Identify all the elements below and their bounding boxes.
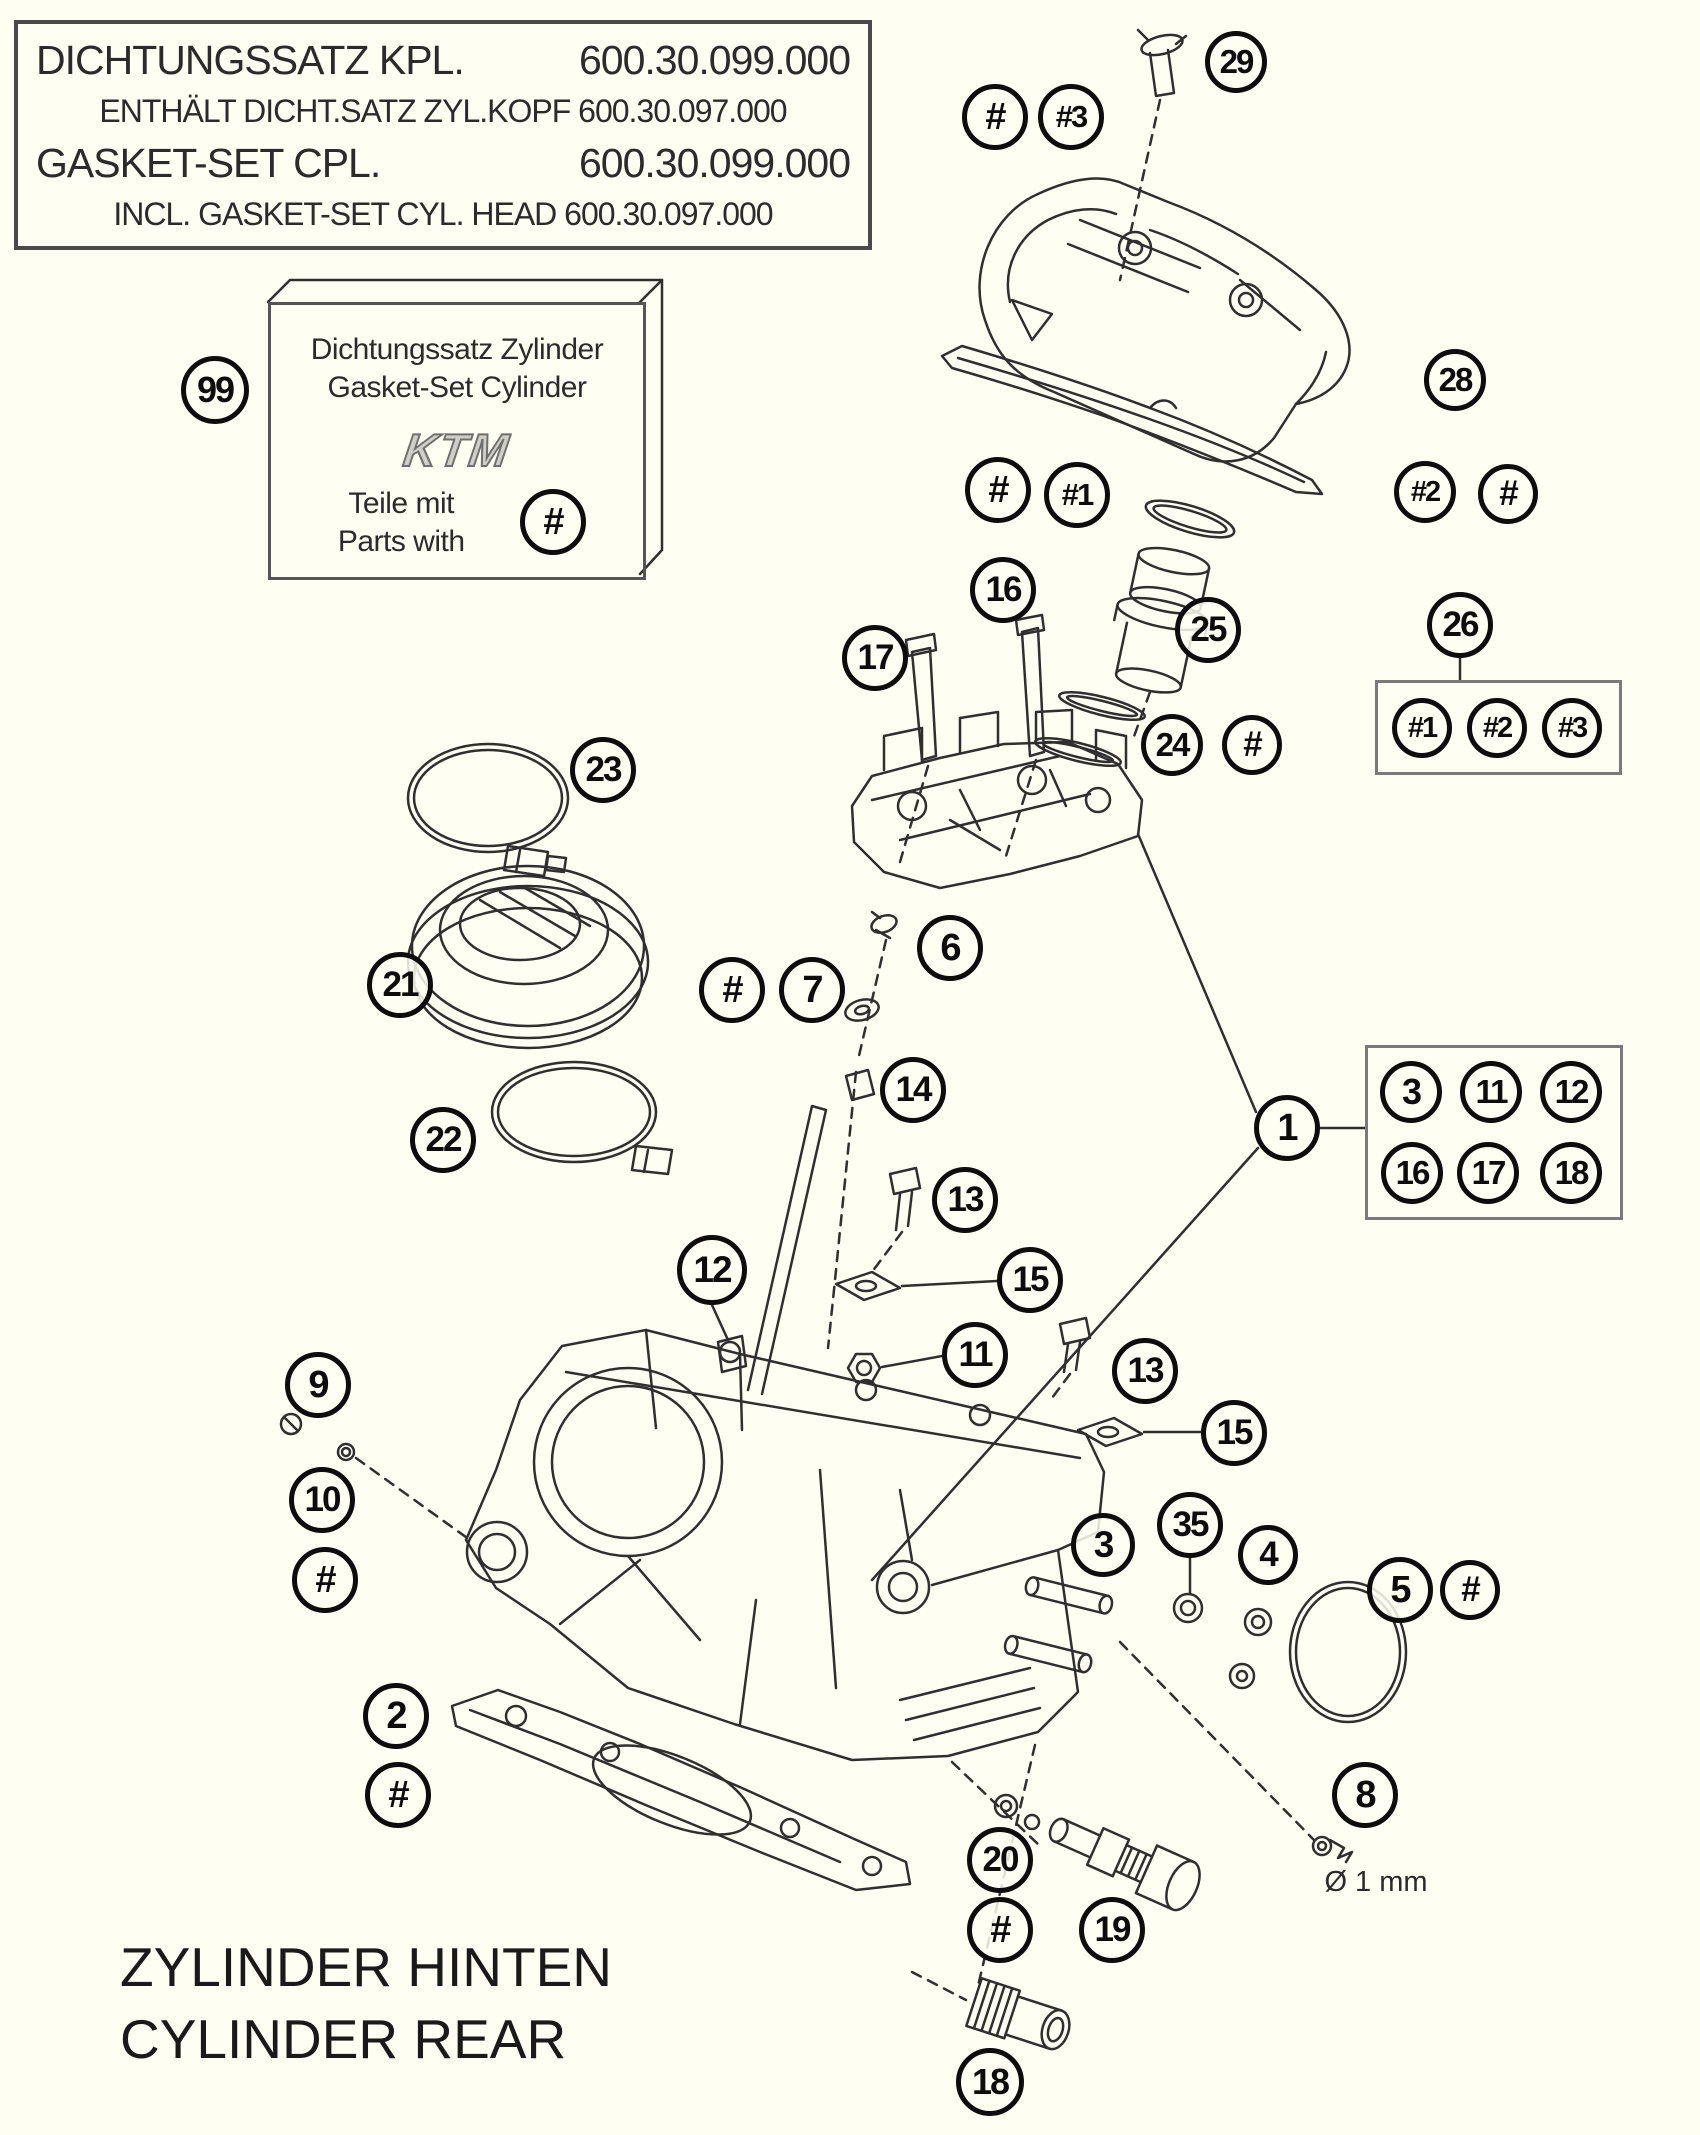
callout-hash: # <box>1222 715 1282 775</box>
callout-15: 15 <box>997 1247 1063 1313</box>
callout-16: 16 <box>1381 1142 1443 1204</box>
callout-4: 4 <box>1238 1525 1298 1585</box>
callout-hash: # <box>292 1547 358 1613</box>
callout-hash: # <box>965 457 1031 523</box>
callout-20: 20 <box>967 1827 1033 1893</box>
callout-26: 26 <box>1427 592 1493 658</box>
callout-7: 7 <box>779 957 845 1023</box>
callout-hash2: #2 <box>1394 461 1456 523</box>
title-line-4: INCL. GASKET-SET CYL. HEAD 600.30.097.000 <box>113 196 773 233</box>
cam-carrier-drawing <box>852 710 1142 888</box>
callout-hash1: #1 <box>1392 698 1452 758</box>
callout-18: 18 <box>956 2048 1024 2116</box>
callout-1: 1 <box>1254 1095 1320 1161</box>
package-title-de: Dichtungssatz Zylinder <box>310 333 604 366</box>
callout-14: 14 <box>880 1057 946 1123</box>
clamp-22-drawing <box>492 1062 672 1174</box>
title-line-3 <box>36 140 850 187</box>
callout-21: 21 <box>367 952 433 1018</box>
cylinder-head-drawing <box>466 1330 1104 1760</box>
dowel-pins-drawing <box>1003 1575 1114 1675</box>
callout-11: 11 <box>942 1322 1008 1388</box>
callout-2: 2 <box>363 1683 429 1749</box>
callout-hash3: #3 <box>1038 84 1104 150</box>
callout-6: 6 <box>917 915 983 981</box>
callout-hash: # <box>1440 1560 1500 1620</box>
group-box-26 <box>1375 680 1622 775</box>
callout-hash3: #3 <box>1542 698 1602 758</box>
callout-29: 29 <box>1205 31 1267 93</box>
head-gasket-drawing <box>452 1690 910 1890</box>
callout-hash: # <box>365 1762 431 1828</box>
nozzle-diameter-note: Ø 1 mm <box>1324 1866 1428 1898</box>
callout-35: 35 <box>1157 1492 1223 1558</box>
callout-9: 9 <box>285 1352 351 1418</box>
title-line-3-number: 600.30.099.000 <box>579 139 850 186</box>
package-note-en: Parts with <box>337 525 465 558</box>
callout-5: 5 <box>1367 1557 1433 1623</box>
callout-hash2: #2 <box>1467 698 1527 758</box>
callout-12: 12 <box>677 1235 747 1305</box>
callout-25: 25 <box>1175 597 1241 663</box>
callout-10: 10 <box>289 1467 355 1533</box>
callout-99: 99 <box>181 356 249 424</box>
callout-3: 3 <box>1380 1061 1442 1123</box>
title-line-1 <box>36 37 850 84</box>
callout-17: 17 <box>842 625 908 691</box>
drawing-title-en: CYLINDER REAR <box>120 2007 567 2070</box>
callout-hash1: #1 <box>1044 462 1110 528</box>
callout-3: 3 <box>1071 1513 1135 1577</box>
title-line-3-label: GASKET-SET CPL. <box>36 139 381 186</box>
callout-18: 18 <box>1540 1142 1602 1204</box>
callout-hash: # <box>962 84 1028 150</box>
gasket-set-title-box <box>14 20 872 250</box>
drawing-title <box>120 1932 612 2075</box>
callout-19: 19 <box>1079 1897 1145 1963</box>
oring-drawing <box>1142 493 1238 545</box>
callout-15: 15 <box>1201 1400 1267 1466</box>
drawing-title-de: ZYLINDER HINTEN <box>120 1936 612 1998</box>
callout-22: 22 <box>410 1107 476 1173</box>
title-line-1-label: DICHTUNGSSATZ KPL. <box>36 36 464 83</box>
intake-boot-drawing <box>408 866 648 1048</box>
title-line-1-number: 600.30.099.000 <box>579 36 850 83</box>
package-title-en: Gasket-Set Cylinder <box>327 371 587 404</box>
callout-23: 23 <box>570 737 636 803</box>
gasket-set-package-box <box>268 302 646 580</box>
callout-hash: # <box>699 957 765 1023</box>
group-box-1 <box>1365 1045 1623 1220</box>
callout-hash: # <box>520 489 586 555</box>
package-note-de: Teile mit <box>348 487 454 520</box>
clamp-23-drawing <box>408 744 568 876</box>
callout-12: 12 <box>1540 1061 1602 1123</box>
callout-13: 13 <box>1112 1338 1178 1404</box>
callout-28: 28 <box>1424 349 1486 411</box>
callout-17: 17 <box>1457 1142 1519 1204</box>
callout-24: 24 <box>1141 714 1203 776</box>
callout-hash: # <box>1478 464 1538 524</box>
callout-hash: # <box>967 1897 1033 1963</box>
title-line-2: ENTHÄLT DICHT.SATZ ZYL.KOPF 600.30.097.000 <box>99 93 787 130</box>
valve-cover-drawing <box>980 179 1350 462</box>
ktm-logo: KTM <box>400 424 514 476</box>
callout-11: 11 <box>1460 1061 1522 1123</box>
callout-16: 16 <box>970 557 1036 623</box>
callout-8: 8 <box>1332 1762 1398 1828</box>
callout-13: 13 <box>932 1167 998 1233</box>
